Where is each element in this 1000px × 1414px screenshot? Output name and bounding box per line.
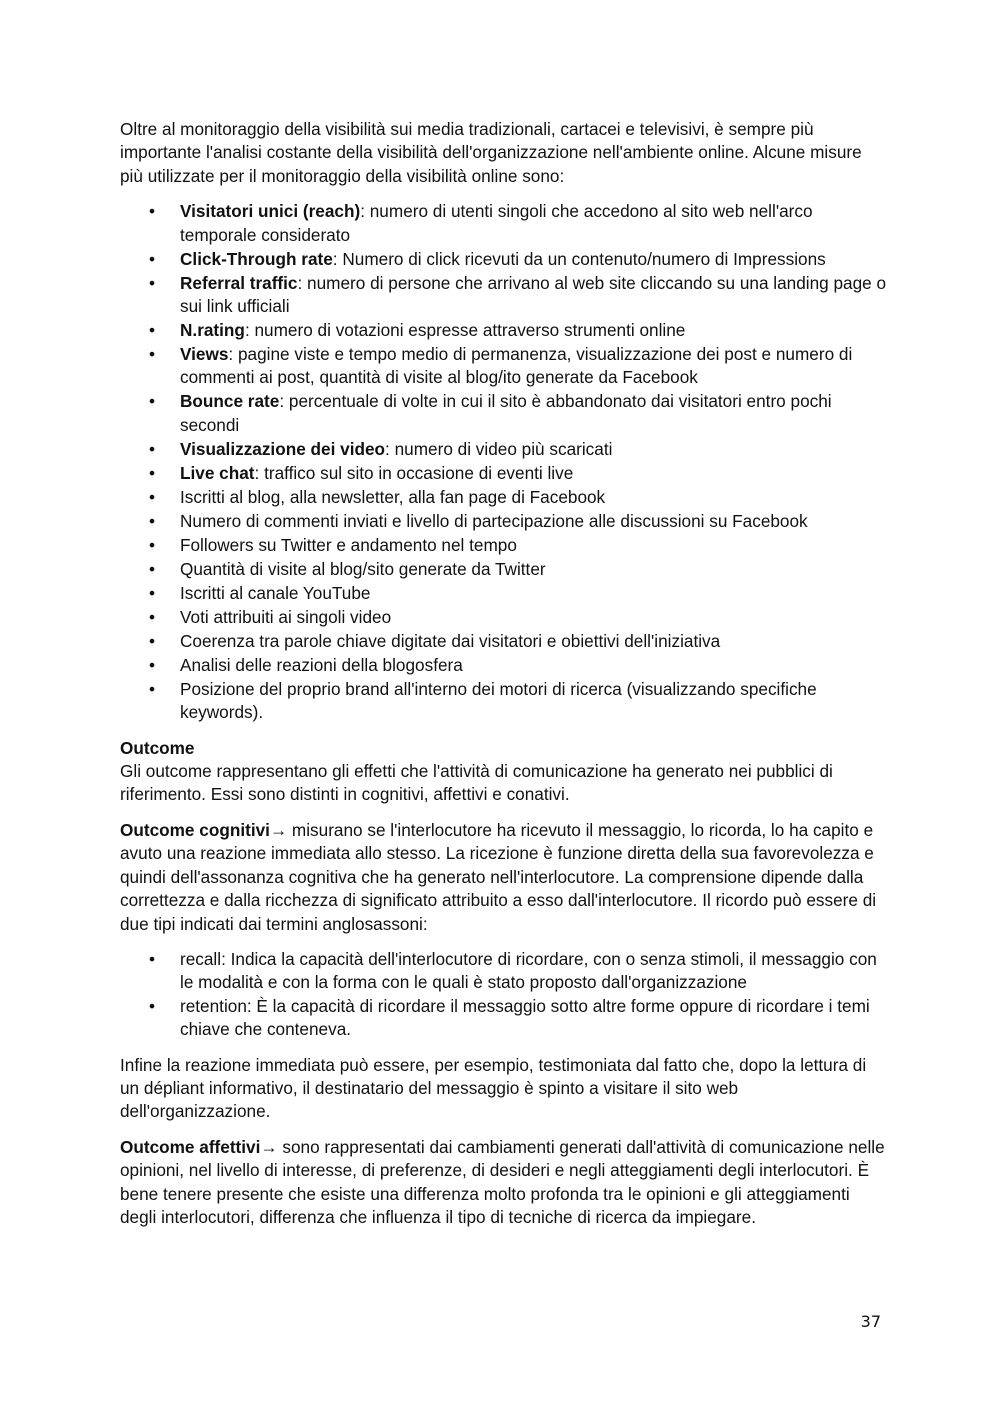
recall-retention-list [120, 948, 888, 1042]
bullet-icon: • [149, 678, 156, 699]
list-item [120, 462, 888, 485]
document-page [120, 118, 888, 1241]
bullet-icon: • [149, 510, 156, 531]
page-number: 37 [860, 1312, 881, 1331]
online-metrics-list [120, 200, 888, 724]
metric-description: Quantità di visite al blog/sito generate da Twitter [180, 558, 546, 579]
list-item-text: recall: Indica la capacità dell'interlocutore di ricordare, con o senza stimoli, il messaggio con le modalità e con la forma con le quali è stato proposto dall'organizzazione [180, 948, 877, 993]
list-item [120, 630, 888, 653]
list-item [120, 510, 888, 533]
reazione-paragraph: Infine la reazione immediata può essere, per esempio, testimoniata dal fatto che, dopo la lettura di un dépliant informativo, il destinatario del messaggio è spinto a visitare il sito web dell'organizzazione. [120, 1054, 867, 1122]
list-item [120, 390, 888, 437]
metric-description: : percentuale di volte in cui il sito è abbandonato dai visitatori entro pochi secondi [180, 391, 832, 435]
list-item [120, 272, 888, 319]
bullet-icon: • [149, 320, 156, 341]
list-item [120, 486, 888, 509]
list-item [120, 995, 888, 1042]
bullet-icon: • [149, 391, 156, 412]
bullet-icon: • [149, 201, 156, 222]
list-item [120, 606, 888, 629]
bullet-icon: • [149, 630, 156, 651]
bullet-icon: • [149, 248, 156, 269]
metric-description: Voti attribuiti ai singoli video [180, 606, 392, 627]
bullet-icon: • [149, 948, 156, 969]
outcome-affettivi-term: Outcome affettivi [120, 1136, 261, 1157]
metric-description: : pagine viste e tempo medio di permanenza, visualizzazione dei post e numero di commenti ai post, quantità di visite al blog/ito generate da Facebook [180, 344, 853, 388]
metric-term: Bounce rate [180, 391, 280, 412]
bullet-icon: • [149, 534, 156, 555]
outcome-cognitivi-paragraph [120, 819, 888, 936]
list-item-text: retention: È la capacità di ricordare il messaggio sotto altre forme oppure di ricordare i temi chiave che conteneva. [180, 995, 870, 1040]
bullet-icon: • [149, 606, 156, 627]
list-item [120, 438, 888, 461]
metric-term: Click-Through rate [180, 248, 333, 269]
list-item [120, 534, 888, 557]
outcome-affettivi-paragraph [120, 1136, 888, 1230]
list-item [120, 343, 888, 390]
bullet-icon: • [149, 558, 156, 579]
bullet-icon: • [149, 654, 156, 675]
metric-term: Referral traffic [180, 272, 298, 293]
metric-term: N.rating [180, 320, 245, 341]
outcome-affettivi-text: sono rappresentati dai cambiamenti generati dall'attività di comunicazione nelle opinioni, nel livello di interesse, di preferenze, di desideri e negli atteggiamenti degli interlocutori. È bene tenere presente che esiste una differenza molto profonda tra le opinioni e gli atteggiamenti degli interlocutori, differenza che influenza il tipo di tecniche di ricerca da impiegare. [120, 1136, 885, 1227]
metric-description: : numero di votazioni espresse attraverso strumenti online [244, 320, 686, 341]
outcome-cognitivi-text: misurano se l'interlocutore ha ricevuto il messaggio, lo ricorda, lo ha capito e avuto una reazione immediata allo stesso. La ricezione è funzione diretta della sua favorevolezza e quindi dell'assonanza cognitiva che ha generato nell'interlocutore. La comprensione dipende dalla correttezza e dalla ricchezza di significato attribuito a esso dall'interlocutore. Il ricordo può essere di due tipi indicati dai termini anglosassoni: [120, 819, 877, 934]
list-item [120, 248, 888, 271]
list-item [120, 654, 888, 677]
bullet-icon: • [149, 486, 156, 507]
metric-description: Numero di commenti inviati e livello di partecipazione alle discussioni su Facebook [180, 510, 808, 531]
metric-description: Followers su Twitter e andamento nel tempo [180, 534, 517, 555]
metric-description: Analisi delle reazioni della blogosfera [180, 654, 463, 675]
metric-term: Visualizzazione dei video [180, 438, 386, 459]
metric-term: Views [180, 344, 229, 365]
outcome-text: Gli outcome rappresentano gli effetti che l'attività di comunicazione ha generato nei pubblici di riferimento. Essi sono distinti in cognitivi, affettivi e conativi. [120, 761, 833, 805]
metric-description: Posizione del proprio brand all'interno dei motori di ricerca (visualizzando specifiche keywords). [180, 678, 817, 723]
metric-description: Coerenza tra parole chiave digitate dai visitatori e obiettivi dell'iniziativa [180, 630, 721, 651]
metric-description: : numero di utenti singoli che accedono al sito web nell'arco temporale considerato [180, 201, 813, 245]
arrow-symbol: → [260, 1136, 278, 1157]
list-item [120, 678, 888, 725]
bullet-icon: • [149, 582, 156, 603]
metric-description: : traffico sul sito in occasione di eventi live [254, 462, 574, 483]
list-item [120, 558, 888, 581]
intro-paragraph: Oltre al monitoraggio della visibilità sui media tradizionali, cartacei e televisivi, è sempre più importante l'analisi costante della visibilità dell'organizzazione nell'ambiente online. Alcune misure più utilizzate per il monitoraggio della visibilità online sono: [120, 119, 862, 186]
list-item [120, 319, 888, 342]
metric-term: Visitatori unici (reach) [180, 201, 361, 222]
list-item [120, 948, 888, 995]
bullet-icon: • [149, 995, 156, 1016]
bullet-icon: • [149, 462, 156, 483]
bullet-icon: • [149, 438, 156, 459]
bullet-icon: • [149, 344, 156, 365]
list-item [120, 582, 888, 605]
list-item [120, 200, 888, 247]
metric-description: : Numero di click ricevuti da un contenuto/numero di Impressions [332, 248, 826, 269]
metric-term: Live chat [180, 462, 255, 483]
metric-description: Iscritti al blog, alla newsletter, alla fan page di Facebook [180, 486, 606, 507]
bullet-icon: • [149, 272, 156, 293]
metric-description: : numero di video più scaricati [385, 438, 613, 459]
metric-description: : numero di persone che arrivano al web site cliccando su una landing page o sui link ufficiali [180, 272, 887, 317]
outcome-heading: Outcome [120, 737, 195, 758]
outcome-cognitivi-term: Outcome cognitivi [120, 819, 270, 840]
metric-description: Iscritti al canale YouTube [180, 582, 371, 603]
outcome-section [120, 737, 888, 807]
arrow-symbol: → [269, 819, 288, 840]
